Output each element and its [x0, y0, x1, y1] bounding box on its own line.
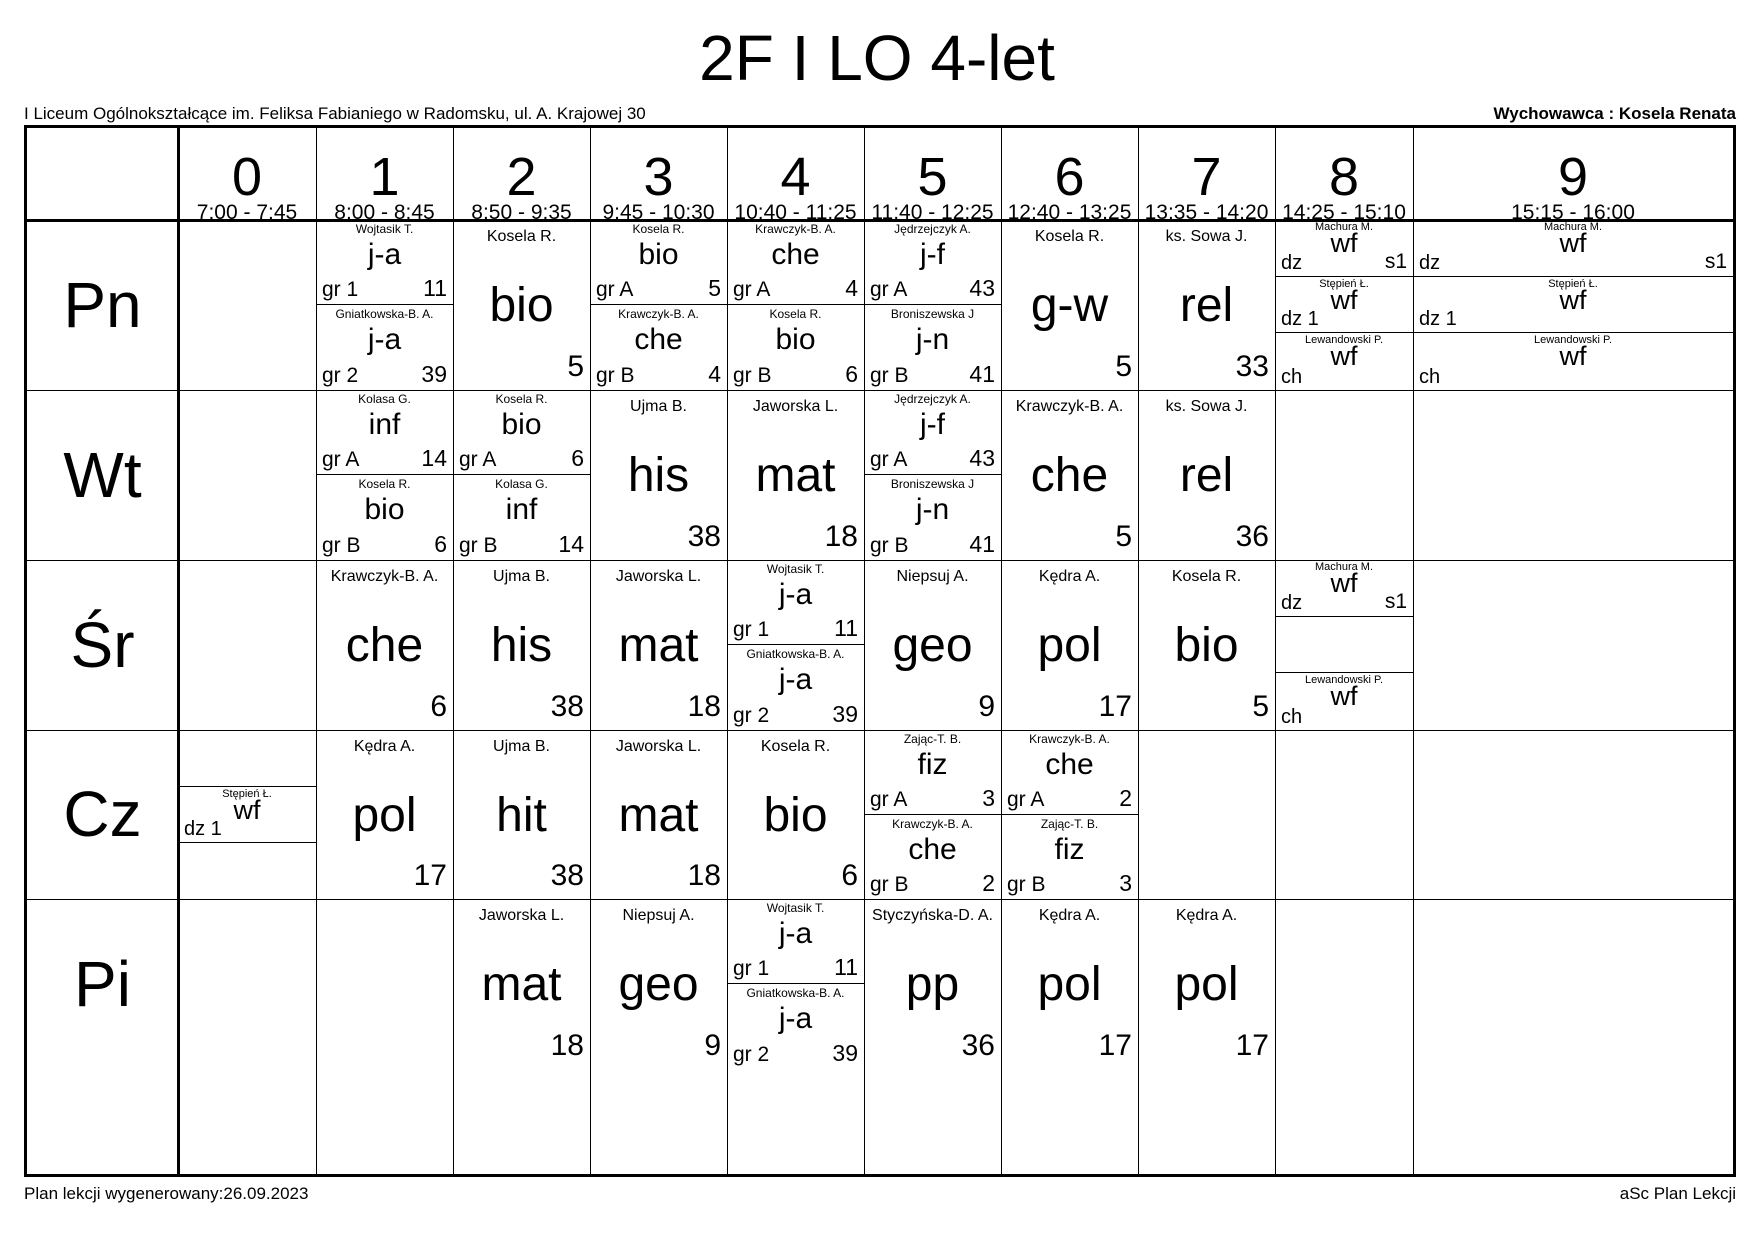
lesson-teacher: ks. Sowa J.	[1165, 398, 1248, 415]
lesson-group: gr 1	[322, 278, 359, 301]
lesson-group: gr B	[322, 534, 361, 557]
lesson-subject: fiz	[1054, 832, 1085, 866]
lesson-subject: j-a	[778, 578, 813, 611]
period-number: 9	[1557, 147, 1589, 207]
lesson-group-cell[interactable]	[1275, 277, 1413, 334]
lesson-group-cell[interactable]	[1275, 220, 1413, 277]
lesson-teacher: Jaworska L.	[478, 907, 565, 924]
lesson-subject: mat	[755, 449, 836, 502]
period-number: 2	[506, 147, 537, 207]
lesson-group: dz 1	[1281, 308, 1319, 331]
lesson-cell[interactable]	[864, 899, 1001, 1069]
lesson-cell[interactable]	[1138, 390, 1275, 560]
lesson-group-cell[interactable]	[1275, 673, 1413, 730]
lesson-group: dz	[1281, 591, 1303, 614]
lesson-room: s1	[1384, 249, 1407, 273]
lesson-teacher: Machura M.	[1543, 221, 1603, 233]
lesson-subject: j-a	[367, 323, 402, 356]
lesson-room: 11	[834, 954, 858, 980]
lesson-group-cell[interactable]	[590, 305, 727, 390]
lesson-room: 4	[708, 361, 721, 387]
lesson-teacher: Kolasa G.	[358, 392, 411, 406]
lesson-group: gr A	[1007, 787, 1045, 811]
lesson-subject: bio	[763, 789, 828, 842]
period-time: 15:15 - 16:00	[1511, 201, 1635, 224]
period-time: 14:25 - 15:10	[1282, 201, 1406, 224]
lesson-subject: che	[771, 238, 820, 271]
lesson-room: 6	[571, 445, 584, 471]
lesson-group-cell[interactable]	[1275, 617, 1413, 674]
lesson-room: 11	[834, 615, 858, 641]
lesson-teacher: Krawczyk-B. A.	[892, 816, 973, 831]
lesson-room: 5	[1115, 350, 1132, 383]
lesson-room: 5	[708, 275, 721, 301]
lesson-group-cell[interactable]	[1275, 333, 1413, 390]
lesson-teacher: Kosela R.	[1171, 568, 1242, 585]
lesson-teacher: Lewandowski P.	[1304, 334, 1384, 347]
day-label: Wt	[63, 439, 142, 511]
lesson-subject: bio	[775, 323, 816, 356]
lesson-subject: bio	[364, 493, 405, 526]
lesson-teacher: Styczyńska-D. A.	[872, 907, 993, 924]
lesson-room: 18	[687, 690, 721, 723]
lesson-cell[interactable]	[727, 390, 864, 560]
period-time: 8:00 - 8:45	[334, 201, 435, 224]
lesson-cell[interactable]	[590, 560, 727, 730]
lesson-group-cell[interactable]	[453, 475, 590, 560]
lesson-subject: g-w	[1030, 279, 1109, 332]
lesson-group: gr B	[870, 873, 909, 896]
lesson-group-cell[interactable]	[178, 786, 316, 842]
lesson-subject: mat	[618, 619, 699, 672]
period-time: 13:35 - 14:20	[1144, 201, 1269, 224]
day-label: Pn	[63, 269, 142, 341]
lesson-subject: j-n	[915, 493, 950, 526]
lesson-group-cell[interactable]	[864, 220, 1001, 305]
lesson-room: 41	[969, 531, 995, 557]
lesson-subject: j-f	[920, 238, 945, 271]
lesson-room: 39	[832, 1040, 858, 1066]
lesson-group-cell[interactable]	[590, 220, 727, 305]
lesson-room: 43	[969, 445, 995, 471]
lesson-subject: inf	[368, 408, 401, 441]
period-header	[1001, 128, 1138, 223]
period-header	[1275, 128, 1413, 223]
lesson-group: ch	[1419, 365, 1441, 388]
lesson-room: s1	[1384, 589, 1407, 613]
lesson-room: 9	[704, 1029, 721, 1062]
lesson-subject: che	[1030, 449, 1109, 502]
timetable-grid	[24, 125, 1736, 1177]
lesson-room: 5	[1252, 690, 1269, 723]
lesson-subject: wf	[1559, 341, 1587, 372]
lesson-teacher: Stępień Ł.	[1548, 277, 1598, 290]
lesson-teacher: Stępień Ł.	[222, 788, 272, 801]
lesson-cell[interactable]	[590, 730, 727, 899]
lesson-room: 6	[841, 859, 858, 892]
lesson-cell[interactable]	[453, 220, 590, 390]
lesson-teacher: Krawczyk-B. A.	[618, 307, 699, 321]
lesson-room: 2	[982, 870, 995, 896]
lesson-group: gr 2	[733, 704, 770, 727]
lesson-teacher: ks. Sowa J.	[1165, 228, 1248, 245]
lesson-room: 43	[969, 275, 995, 301]
lesson-group-cell[interactable]	[864, 305, 1001, 390]
lesson-teacher: Kosela R.	[358, 477, 411, 491]
lesson-subject: bio	[501, 408, 542, 441]
lesson-room: s1	[1704, 249, 1727, 273]
period-header	[727, 128, 864, 223]
period-header	[864, 128, 1001, 223]
lesson-group: gr A	[459, 448, 497, 471]
lesson-group-cell[interactable]	[316, 390, 453, 475]
lesson-teacher: Wojtasik T.	[766, 562, 825, 576]
lesson-group-cell[interactable]	[864, 475, 1001, 560]
lesson-cell[interactable]	[1001, 560, 1138, 730]
period-header	[453, 128, 590, 223]
day-label: Pi	[74, 948, 131, 1020]
lesson-group: gr B	[870, 534, 909, 557]
lesson-teacher: Machura M.	[1314, 221, 1374, 233]
lesson-group: gr A	[870, 787, 908, 811]
lesson-subject: j-a	[367, 238, 402, 271]
lesson-room: 5	[567, 350, 584, 383]
lesson-group: gr A	[596, 278, 634, 301]
lesson-teacher: Kędra A.	[1038, 568, 1101, 585]
period-header	[316, 128, 453, 223]
lesson-group-cell[interactable]	[727, 899, 864, 984]
lesson-subject: pol	[1037, 619, 1102, 672]
lesson-group: dz	[1281, 251, 1303, 274]
lesson-group: gr B	[1007, 873, 1046, 896]
lesson-group-cell[interactable]	[864, 730, 1001, 815]
lesson-room: 6	[434, 531, 447, 557]
lesson-subject: geo	[618, 958, 699, 1011]
lesson-room: 18	[824, 520, 858, 553]
lesson-group: gr A	[870, 448, 908, 471]
school-name: I Liceum Ogólnokształcące im. Feliksa Fabianiego w Radomsku, ul. A. Krajowej 30	[24, 104, 646, 123]
lesson-teacher: Kosela R.	[1034, 228, 1105, 245]
lesson-group-cell[interactable]	[727, 984, 864, 1069]
lesson-cell[interactable]	[1138, 560, 1275, 730]
lesson-room: 18	[550, 1029, 584, 1062]
lesson-group-cell[interactable]	[316, 220, 453, 305]
lesson-room: 36	[961, 1029, 995, 1062]
lesson-group-cell[interactable]	[1413, 220, 1733, 277]
lesson-group-cell[interactable]	[727, 220, 864, 305]
lesson-group-cell[interactable]	[864, 390, 1001, 475]
lesson-subject: his	[490, 619, 553, 672]
lesson-group-cell[interactable]	[316, 305, 453, 390]
period-number: 1	[369, 147, 400, 207]
lesson-room: 14	[421, 445, 447, 471]
period-header	[1413, 128, 1733, 223]
lesson-subject: j-a	[778, 917, 813, 950]
lesson-teacher: Kosela R.	[486, 228, 557, 245]
lesson-room: 38	[687, 520, 721, 553]
lesson-room: 6	[845, 361, 858, 387]
lesson-teacher: Gniatkowska-B. A.	[746, 647, 845, 661]
lesson-teacher: Broniszewska J	[890, 307, 975, 321]
lesson-cell[interactable]	[1001, 220, 1138, 390]
lesson-teacher: Jaworska L.	[615, 568, 702, 585]
period-header	[590, 128, 727, 223]
lesson-teacher: Krawczyk-B. A.	[755, 222, 836, 236]
lesson-subject: che	[345, 619, 424, 672]
lesson-room: 41	[969, 361, 995, 387]
lesson-teacher: Ujma B.	[630, 398, 687, 415]
lesson-group-cell[interactable]	[727, 305, 864, 390]
lesson-group: gr 2	[322, 364, 359, 387]
lesson-group: gr B	[870, 364, 909, 387]
lesson-subject: wf	[1559, 284, 1587, 315]
period-number: 8	[1328, 147, 1360, 207]
lesson-subject: bio	[1174, 619, 1239, 672]
lesson-cell[interactable]	[590, 899, 727, 1069]
lesson-room: 39	[832, 701, 858, 727]
lesson-teacher: Gniatkowska-B. A.	[746, 986, 845, 1000]
lesson-teacher: Jaworska L.	[615, 738, 702, 755]
lesson-teacher: Jędrzejczyk A.	[894, 392, 971, 406]
lesson-group: dz 1	[184, 817, 222, 840]
lesson-teacher: Kolasa G.	[495, 477, 548, 491]
period-number: 4	[780, 147, 811, 207]
lesson-group: gr A	[870, 278, 908, 301]
lesson-group: dz	[1419, 251, 1441, 274]
lesson-teacher: Broniszewska J	[890, 477, 975, 491]
lesson-teacher: Gniatkowska-B. A.	[335, 307, 434, 321]
lesson-subject: rel	[1179, 279, 1234, 332]
lesson-cell[interactable]	[453, 730, 590, 899]
lesson-subject: j-f	[920, 408, 945, 441]
lesson-subject: pol	[1037, 958, 1102, 1011]
lesson-room: 3	[1119, 870, 1132, 896]
lesson-room: 5	[1115, 520, 1132, 553]
lesson-room: 17	[1098, 690, 1132, 723]
lesson-subject: j-a	[778, 663, 813, 696]
lesson-cell[interactable]	[590, 390, 727, 560]
lesson-teacher: Kosela R.	[632, 222, 685, 236]
lesson-group-cell[interactable]	[864, 815, 1001, 900]
lesson-room: 17	[1098, 1029, 1132, 1062]
period-time: 8:50 - 9:35	[471, 201, 572, 224]
period-time: 11:40 - 12:25	[871, 201, 994, 224]
period-number: 3	[643, 147, 674, 207]
lesson-room: 39	[421, 361, 447, 387]
lesson-cell[interactable]	[727, 730, 864, 899]
lesson-subject: wf	[1559, 228, 1587, 258]
lesson-teacher: Machura M.	[1314, 561, 1374, 573]
lesson-cell[interactable]	[1138, 899, 1275, 1069]
software-name: aSc Plan Lekcji	[1619, 1184, 1736, 1203]
lesson-group-cell[interactable]	[316, 475, 453, 560]
lesson-group: gr B	[459, 534, 498, 557]
lesson-room: 33	[1235, 350, 1269, 383]
lesson-group-cell[interactable]	[1413, 277, 1733, 334]
page-title: 2F I LO 4-let	[699, 22, 1055, 94]
lesson-group: gr B	[596, 364, 635, 387]
period-time: 9:45 - 10:30	[602, 201, 715, 224]
lesson-teacher: Jędrzejczyk A.	[894, 222, 971, 236]
lesson-room: 38	[550, 859, 584, 892]
lesson-room: 36	[1235, 520, 1269, 553]
lesson-teacher: Niepsuj A.	[896, 568, 969, 585]
lesson-subject: mat	[618, 789, 699, 842]
lesson-cell[interactable]	[1138, 220, 1275, 390]
lesson-subject: hit	[496, 789, 547, 842]
lesson-teacher: Ujma B.	[493, 738, 550, 755]
lesson-subject: j-n	[915, 323, 950, 356]
lesson-subject: pol	[352, 789, 417, 842]
lesson-subject: bio	[638, 238, 679, 271]
lesson-group-cell[interactable]	[453, 390, 590, 475]
lesson-group: ch	[1281, 365, 1303, 388]
lesson-group-cell[interactable]	[1001, 730, 1138, 815]
lesson-cell[interactable]	[1001, 899, 1138, 1069]
lesson-room: 6	[430, 690, 447, 723]
lesson-teacher: Wojtasik T.	[766, 901, 825, 915]
lesson-teacher: Stępień Ł.	[1319, 277, 1369, 290]
lesson-room: 17	[1235, 1029, 1269, 1062]
lesson-room: 18	[687, 859, 721, 892]
lesson-room: 3	[982, 784, 995, 811]
lesson-group-cell[interactable]	[1001, 815, 1138, 900]
lesson-subject: j-a	[778, 1002, 813, 1035]
lesson-group-cell[interactable]	[1275, 560, 1413, 617]
lesson-room: 2	[1119, 784, 1132, 811]
lesson-cell[interactable]	[453, 560, 590, 730]
lesson-group: gr 1	[733, 618, 770, 641]
lesson-teacher: Krawczyk-B. A.	[1029, 732, 1110, 746]
lesson-subject: his	[627, 449, 690, 502]
period-time: 10:40 - 11:25	[734, 201, 857, 224]
generated-date: Plan lekcji wygenerowany:26.09.2023	[24, 1184, 309, 1203]
lesson-cell[interactable]	[453, 899, 590, 1069]
period-number: 7	[1191, 147, 1222, 207]
lesson-cell[interactable]	[1001, 390, 1138, 560]
lesson-subject: wf	[1330, 681, 1358, 712]
lesson-group-cell[interactable]	[727, 645, 864, 730]
lesson-subject: wf	[1330, 284, 1358, 315]
period-number: 6	[1054, 147, 1085, 207]
lesson-cell[interactable]	[316, 730, 453, 899]
lesson-subject: wf	[233, 795, 261, 826]
lesson-subject: inf	[505, 493, 538, 526]
lesson-group: gr A	[322, 448, 360, 471]
day-label: Śr	[70, 609, 135, 681]
lesson-cell[interactable]	[864, 560, 1001, 730]
lesson-subject: bio	[489, 279, 554, 332]
lesson-subject: fiz	[917, 748, 948, 781]
lesson-subject: wf	[1330, 568, 1358, 598]
lesson-group-cell[interactable]	[1413, 333, 1733, 390]
lesson-teacher: Lewandowski P.	[1304, 674, 1384, 687]
lesson-subject: wf	[1330, 228, 1358, 258]
period-number: 0	[231, 147, 263, 207]
lesson-group: dz 1	[1419, 308, 1457, 331]
lesson-subject: mat	[481, 958, 562, 1011]
lesson-teacher: Krawczyk-B. A.	[330, 568, 439, 585]
lesson-subject: geo	[892, 619, 973, 672]
day-label: Cz	[63, 778, 142, 850]
lesson-group: ch	[1281, 705, 1303, 728]
period-time: 12:40 - 13:25	[1007, 201, 1132, 224]
lesson-teacher: Kosela R.	[769, 307, 822, 321]
lesson-teacher: Niepsuj A.	[622, 907, 695, 924]
period-header	[1138, 128, 1275, 223]
lesson-teacher: Ujma B.	[493, 568, 550, 585]
lesson-teacher: Kędra A.	[1038, 907, 1101, 924]
lesson-subject: che	[908, 832, 957, 866]
lesson-cell[interactable]	[316, 560, 453, 730]
lesson-group: gr B	[733, 364, 772, 387]
lesson-teacher: Zając-T. B.	[1040, 816, 1099, 831]
lesson-teacher: Kędra A.	[353, 738, 416, 755]
lesson-teacher: Kosela R.	[760, 738, 831, 755]
lesson-room: 17	[413, 859, 447, 892]
lesson-subject: pol	[1174, 958, 1239, 1011]
lesson-subject: che	[1045, 748, 1094, 781]
lesson-subject: rel	[1179, 449, 1234, 502]
lesson-group: gr 2	[733, 1043, 770, 1066]
period-number: 5	[917, 147, 948, 207]
lesson-group-cell[interactable]	[727, 560, 864, 645]
lesson-teacher: Lewandowski P.	[1533, 334, 1613, 347]
lesson-group: gr A	[733, 278, 771, 301]
lesson-teacher: Wojtasik T.	[355, 222, 414, 236]
lesson-subject: pp	[905, 958, 960, 1011]
lesson-teacher: Krawczyk-B. A.	[1015, 398, 1124, 415]
lesson-teacher: Jaworska L.	[752, 398, 839, 415]
lesson-room: 14	[558, 531, 584, 557]
period-time: 7:00 - 7:45	[196, 201, 298, 224]
lesson-group: gr 1	[733, 957, 770, 980]
period-header	[178, 128, 316, 223]
lesson-room: 11	[423, 275, 447, 301]
lesson-teacher: Kosela R.	[495, 392, 548, 406]
lesson-subject: che	[634, 323, 683, 356]
lesson-teacher: Kędra A.	[1175, 907, 1238, 924]
lesson-room: 9	[978, 690, 995, 723]
lesson-subject: wf	[1330, 341, 1358, 372]
lesson-teacher: Zając-T. B.	[903, 732, 962, 746]
lesson-room: 4	[845, 275, 858, 301]
class-teacher: Wychowawca : Kosela Renata	[1493, 104, 1736, 123]
lesson-room: 38	[550, 690, 584, 723]
